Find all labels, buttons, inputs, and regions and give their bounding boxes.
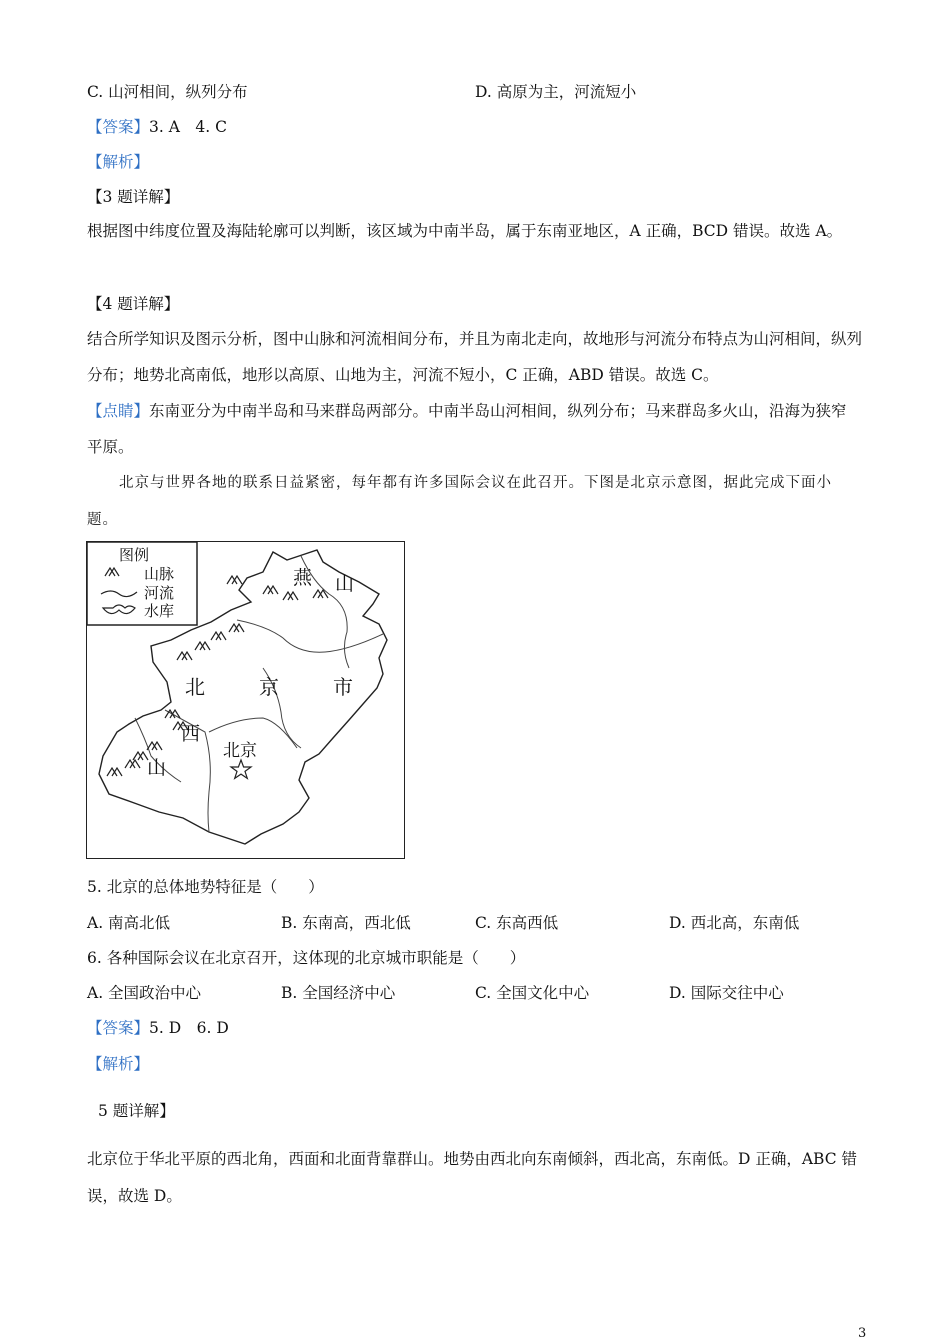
river-line xyxy=(237,620,383,652)
answer-line-3-4 xyxy=(87,117,227,137)
label-yan: 燕 xyxy=(293,567,313,589)
point-text: 东南亚分为中南半岛和马来群岛两部分。中南半岛山河相间，纵列分布；马来群岛多火山，沿海为狭窄平原。 xyxy=(87,402,847,456)
answer-tag: 【答案】 xyxy=(87,118,150,136)
answer-tag: 【答案】 xyxy=(87,1019,150,1037)
q6-option-d: D. 国际交往中心 xyxy=(669,984,784,1002)
beijing-map xyxy=(86,541,405,859)
legend-title: 图例 xyxy=(119,546,150,564)
q6-stem: 6. 各种国际会议在北京召开，这体现的北京城市职能是（ ） xyxy=(87,949,526,967)
label-shi: 市 xyxy=(333,675,353,699)
label-bei: 北 xyxy=(185,675,205,699)
answer-line-5-6 xyxy=(87,1018,229,1038)
label-shan-west: 山 xyxy=(147,757,167,779)
q3-detail-text: 根据图中纬度位置及海陆轮廓可以判断，该区域为中南半岛，属于东南亚地区，A 正确，BCD 错误。故选 A。 xyxy=(87,222,843,240)
label-jing: 京 xyxy=(259,675,279,699)
q5-detail-text: 北京位于华北平原的西北角，西面和北面背靠群山。地势由西北向东南倾斜，西北高，东南低。D 正确，ABC 错误，故选 D。 xyxy=(87,1150,858,1205)
q4-detail-heading: 【4 题详解】 xyxy=(87,295,180,313)
q6-option-a: A. 全国政治中心 xyxy=(87,984,202,1002)
answer-text: 5. D 6. D xyxy=(149,1019,229,1037)
legend-reservoir: 水库 xyxy=(144,602,175,620)
legend-river: 河流 xyxy=(144,584,175,602)
point-tag: 【点睛】 xyxy=(87,402,150,420)
label-xi: 西 xyxy=(181,723,201,745)
intro-paragraph: 北京与世界各地的联系日益紧密，每年都有许多国际会议在此召开。下图是北京示意图，据此完成下面小题。 xyxy=(87,475,832,528)
q5-stem: 5. 北京的总体地势特征是（ ） xyxy=(87,878,324,896)
q6-option-b: B. 全国经济中心 xyxy=(281,984,396,1002)
q3-detail-heading: 【3 题详解】 xyxy=(87,188,180,206)
q5-option-b: B. 东南高，西北低 xyxy=(281,914,411,932)
q5-detail-heading: 5 题详解】 xyxy=(98,1102,175,1120)
q5-option-c: C. 东高西低 xyxy=(475,914,559,932)
label-shan-north: 山 xyxy=(335,573,355,595)
option-d: D. 高原为主，河流短小 xyxy=(475,83,637,101)
analysis-tag: 【解析】 xyxy=(87,1055,150,1073)
page-number: 3 xyxy=(858,1326,867,1341)
q4-detail-text: 结合所学知识及图示分析，图中山脉和河流相间分布，并且为南北走向，故地形与河流分布特点为山河相间，纵列分布；地势北高南低，地形以高原、山地为主，河流不短小，C 正确，ABD 错误。故选 C。 xyxy=(87,330,863,384)
map-drawing xyxy=(87,542,404,858)
capital-star-icon xyxy=(231,760,251,778)
answer-text: 3. A 4. C xyxy=(149,118,228,136)
legend-mountain: 山脉 xyxy=(144,565,175,583)
option-c: C. 山河相间，纵列分布 xyxy=(87,83,248,101)
analysis-tag: 【解析】 xyxy=(87,153,150,171)
q5-option-a: A. 南高北低 xyxy=(87,914,171,932)
label-beijing-city: 北京 xyxy=(223,741,257,761)
q5-option-d: D. 西北高，东南低 xyxy=(669,914,800,932)
point-paragraph xyxy=(87,393,862,465)
q6-option-c: C. 全国文化中心 xyxy=(475,984,590,1002)
